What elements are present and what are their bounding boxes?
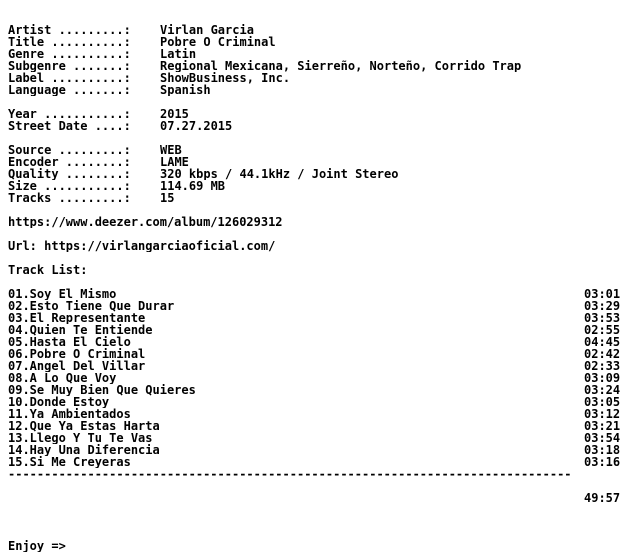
track-title: 07.Angel Del Villar — [8, 360, 146, 372]
track-title: 06.Pobre O Criminal — [8, 348, 146, 360]
tech-row — [8, 180, 632, 192]
total-duration: 49:57 — [584, 492, 621, 504]
field-label: Size ...........: — [8, 180, 131, 192]
total-duration-row — [8, 492, 624, 504]
track-duration: 03:12 — [584, 408, 621, 420]
field-label: Label ..........: — [8, 72, 131, 84]
field-value: Pobre O Criminal — [160, 36, 276, 48]
field-label: Encoder ........: — [8, 156, 131, 168]
field-value: Latin — [160, 48, 197, 60]
info-row — [8, 36, 632, 48]
track-title: 13.Llego Y Tu Te Vas — [8, 432, 153, 444]
track-title: 01.Soy El Mismo — [8, 288, 117, 300]
track-title: 02.Esto Tiene Que Durar — [8, 300, 175, 312]
track-row — [8, 288, 624, 300]
spacer — [8, 276, 632, 288]
track-title: 10.Donde Estoy — [8, 396, 110, 408]
track-row — [8, 336, 624, 348]
field-label: Year ...........: — [8, 108, 131, 120]
field-label: Quality ........: — [8, 168, 131, 180]
spacer — [8, 132, 632, 144]
track-duration: 03:21 — [584, 420, 621, 432]
technical-info-section — [8, 144, 632, 204]
spacer — [8, 204, 632, 216]
track-duration: 03:18 — [584, 444, 621, 456]
info-row — [8, 84, 632, 96]
field-label: Genre ..........: — [8, 48, 131, 60]
track-row — [8, 444, 624, 456]
field-value: 2015 — [160, 108, 189, 120]
info-row — [8, 48, 632, 60]
track-title: 08.A Lo Que Voy — [8, 372, 117, 384]
spacer — [8, 96, 632, 108]
track-row — [8, 456, 624, 468]
track-title: 09.Se Muy Bien Que Quieres — [8, 384, 196, 396]
tech-row — [8, 156, 632, 168]
track-duration: 03:54 — [584, 432, 621, 444]
field-label: Subgenre .......: — [8, 60, 131, 72]
field-value: 114.69 MB — [160, 180, 226, 192]
field-value: 320 kbps / 44.1kHz / Joint Stereo — [160, 168, 399, 180]
track-duration: 03:24 — [584, 384, 621, 396]
field-value: Virlan Garcia — [160, 24, 254, 36]
track-title: 05.Hasta El Cielo — [8, 336, 131, 348]
field-value: LAME — [160, 156, 189, 168]
footer-enjoy: Enjoy => — [8, 540, 66, 552]
track-row — [8, 372, 624, 384]
track-title: 12.Que Ya Estas Harta — [8, 420, 160, 432]
track-row — [8, 360, 624, 372]
track-row — [8, 396, 624, 408]
release-info-section — [8, 24, 632, 96]
track-list — [8, 288, 632, 468]
track-title: 14.Hay Una Diferencia — [8, 444, 160, 456]
track-duration: 03:16 — [584, 456, 621, 468]
track-duration: 03:29 — [584, 300, 621, 312]
track-duration: 04:45 — [584, 336, 621, 348]
field-value: Regional Mexicana, Sierreño, Norteño, Corrido Trap — [160, 60, 522, 72]
track-row — [8, 300, 624, 312]
deezer-link[interactable]: https://www.deezer.com/album/126029312 — [8, 216, 283, 228]
track-row — [8, 312, 624, 324]
track-duration: 03:53 — [584, 312, 621, 324]
field-value: 15 — [160, 192, 175, 204]
track-duration: 02:42 — [584, 348, 621, 360]
info-row — [8, 60, 632, 72]
info-row — [8, 72, 632, 84]
field-label: Source .........: — [8, 144, 131, 156]
field-label: Street Date ....: — [8, 120, 131, 132]
field-label: Title ..........: — [8, 36, 131, 48]
tech-row — [8, 168, 632, 180]
field-value: WEB — [160, 144, 182, 156]
spacer — [8, 228, 632, 240]
date-row — [8, 108, 632, 120]
track-row — [8, 324, 624, 336]
track-title: 03.El Representante — [8, 312, 146, 324]
date-row — [8, 120, 632, 132]
field-label: Language .......: — [8, 84, 131, 96]
track-duration: 03:05 — [584, 396, 621, 408]
track-duration: 02:33 — [584, 360, 621, 372]
official-url-line[interactable]: Url: https://virlangarciaoficial.com/ — [8, 240, 276, 252]
track-title: 15.Si Me Creyeras — [8, 456, 131, 468]
track-row — [8, 420, 624, 432]
track-row — [8, 348, 624, 360]
field-label: Tracks .........: — [8, 192, 131, 204]
tech-row — [8, 144, 632, 156]
spacer — [8, 480, 632, 492]
field-value: 07.27.2015 — [160, 120, 233, 132]
release-date-section — [8, 108, 632, 132]
field-value: ShowBusiness, Inc. — [160, 72, 291, 84]
field-value: Spanish — [160, 84, 211, 96]
spacer — [8, 504, 632, 516]
tracklist-header: Track List: — [8, 264, 88, 276]
separator-line: ------------------------------------------------------------------------------ — [8, 468, 572, 480]
track-row — [8, 384, 624, 396]
spacer — [8, 252, 632, 264]
track-duration: 02:55 — [584, 324, 621, 336]
track-title: 04.Quien Te Entiende — [8, 324, 153, 336]
info-row — [8, 24, 632, 36]
spacer — [8, 528, 632, 540]
track-row — [8, 432, 624, 444]
field-label: Artist .........: — [8, 24, 131, 36]
track-title: 11.Ya Ambientados — [8, 408, 131, 420]
spacer — [8, 516, 632, 528]
track-row — [8, 408, 624, 420]
track-duration: 03:09 — [584, 372, 621, 384]
track-duration: 03:01 — [584, 288, 621, 300]
tech-row — [8, 192, 632, 204]
